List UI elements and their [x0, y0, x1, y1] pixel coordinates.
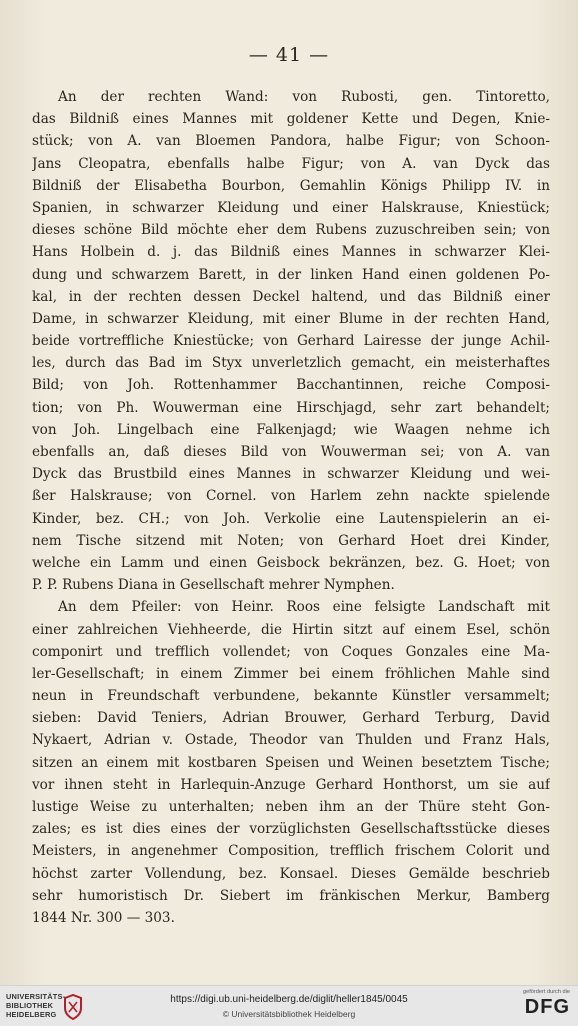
text-line: sehr humoristisch Dr. Siebert im fränkischen Merkur, Bamberg — [32, 887, 550, 904]
text-line: Meisters, in angenehmer Composition, trefflich frischem Colorit und — [32, 843, 550, 860]
text-line: ler-Gesellschaft; in einem Zimmer bei einem fröhlichen Mahle sind — [32, 665, 550, 682]
text-line: von Joh. Lingelbach eine Falkenjagd; wie Waagen nehme ich — [32, 421, 550, 438]
page-url-link[interactable]: https://digi.ub.uni-heidelberg.de/diglit/heller1845/0045 — [170, 994, 408, 1005]
text-line: das Bildniß eines Mannes mit goldener Kette und Degen, Knie- — [32, 111, 550, 128]
text-line: dung und schwarzem Barett, in der linken Hand einen goldenen Po- — [32, 266, 550, 283]
text-line: Kinder, bez. CH.; von Joh. Verkolie eine Lautenspielerin an ei- — [32, 510, 550, 527]
text-line: höchst zarter Vollendung, bez. Konsael. Dieses Gemälde beschrieb — [32, 865, 550, 882]
text-line: componirt und trefflich vollendet; von Coques Gonzales eine Ma- — [32, 643, 550, 660]
text-line: tion; von Ph. Wouwerman eine Hirschjagd, sehr zart behandelt; — [32, 399, 550, 416]
text-line: Jans Cleopatra, ebenfalls halbe Figur; von A. van Dyck das — [32, 155, 550, 172]
text-line: les, durch das Bad im Styx unverletzlich gemacht, ein meisterhaftes — [32, 355, 550, 372]
text-line: Bildniß der Elisabetha Bourbon, Gemahlin Königs Philipp IV. in — [32, 177, 550, 194]
text-line: An der rechten Wand: von Rubosti, gen. Tintoretto, — [58, 89, 550, 105]
text-line: Hans Holbein d. j. das Bildniß eines Mannes in schwarzer Klei- — [32, 244, 550, 261]
text-line: An dem Pfeiler: von Heinr. Roos eine felsigte Landschaft mit — [58, 599, 550, 616]
text-line: ßer Halskrause; von Cornel. von Harlem zehn nackte spielende — [32, 488, 550, 505]
text-line: kal, in der rechten dessen Deckel haltend, und das Bildniß einer — [32, 288, 550, 305]
dfg-logo[interactable]: gefördert durch die DFG — [523, 989, 570, 1018]
text-line: dieses schöne Bild möchte eher dem Rubens zuzuschreiben sein; von — [32, 222, 550, 239]
text-line: ebenfalls an, daß dieses Bild von Wouwerman sei; von A. van — [32, 444, 550, 460]
text-line: lustige Weise zu unterhalten; neben ihm an der Thüre steht Gon- — [32, 799, 550, 815]
text-line: zales; es ist dies eines der vorzüglichsten Gesellschaftsstücke dieses — [32, 821, 550, 838]
page-number: — 41 — — [248, 44, 330, 66]
text-line: beide vortreffliche Kniestücke; von Gerhard Lairesse der junge Achil- — [32, 333, 550, 350]
text-line: sitzen an einem mit kostbaren Speisen und Weinen besetztem Tische; — [32, 754, 550, 771]
page-text — [32, 86, 550, 929]
text-line: einer zahlreichen Viehheerde, die Hirtin sitzt auf einem Esel, schön — [32, 621, 550, 638]
text-line: neun in Freundschaft verbundene, bekannte Künstler versammelt; — [32, 688, 550, 705]
text-line: P. P. Rubens Diana in Gesellschaft mehrer Nymphen. — [32, 577, 395, 594]
text-line: stück; von A. van Bloemen Pandora, halbe Figur; von Schoon- — [32, 133, 550, 150]
text-line: Nykaert, Adrian v. Ostade, Theodor van Thulden und Franz Hals, — [32, 732, 550, 749]
text-line: 1844 Nr. 300 — 303. — [32, 909, 175, 926]
text-line: Spanien, in schwarzer Kleidung und einer Halskrause, Kniestück; — [32, 199, 550, 216]
library-logo-text: UNIVERSITÄTS- BIBLIOTHEK HEIDELBERG — [6, 992, 66, 1019]
text-line: Bild; von Joh. Rottenhammer Bacchantinnen, reiche Composi- — [32, 377, 550, 394]
text-line: welche ein Lamm und einen Geisbock bekränzen, bez. G. Hoet; von — [32, 554, 550, 571]
copyright-notice: © Universitätsbibliothek Heidelberg — [222, 1009, 356, 1019]
text-line: Dame, in schwarzer Kleidung, mit einer Blume in der rechten Hand, — [32, 310, 550, 327]
text-line: sieben: David Teniers, Adrian Brouwer, Gerhard Terburg, David — [32, 710, 550, 727]
text-line: vor ihnen steht in Harlequin-Anzuge Gerhard Honthorst, um sie auf — [32, 776, 550, 793]
text-line: Dyck das Brustbild eines Mannes in schwarzer Kleidung und wei- — [32, 466, 550, 483]
viewer-footer — [0, 985, 578, 1026]
text-line: nem Tische sitzend mit Noten; von Gerhard Hoet drei Kinder, — [32, 532, 550, 549]
